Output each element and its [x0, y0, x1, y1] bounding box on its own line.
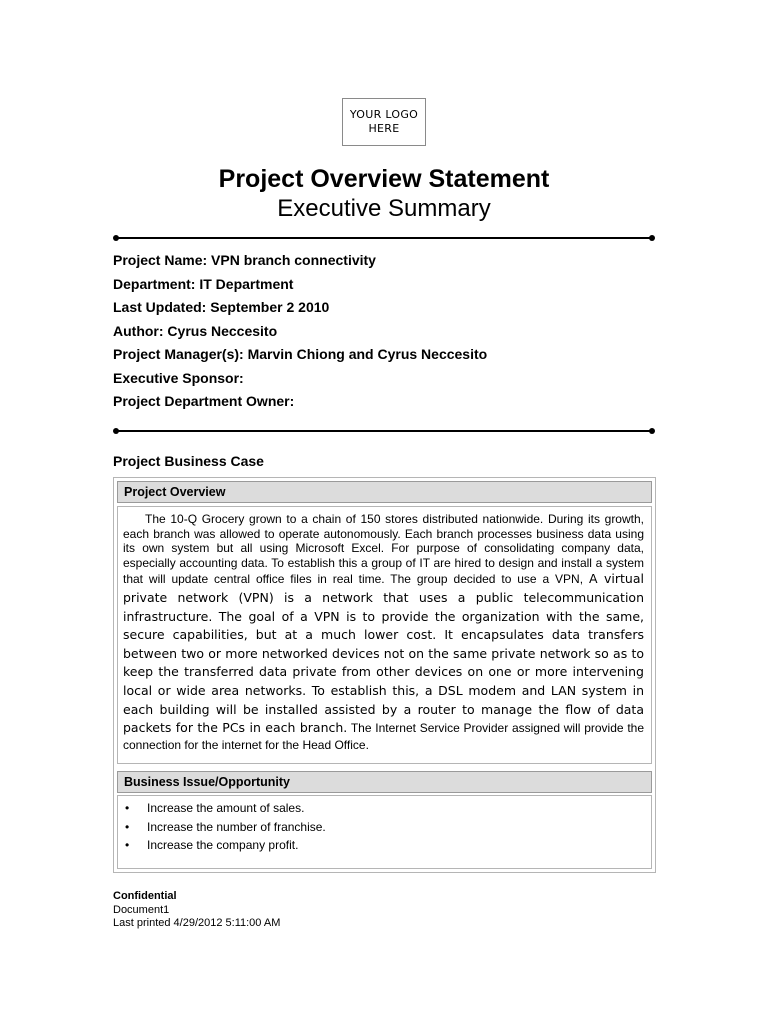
document-title: Project Overview Statement	[218, 165, 550, 193]
bottom-divider	[116, 430, 652, 432]
business-issue-header: Business Issue/Opportunity	[117, 771, 652, 793]
project-managers: Project Manager(s): Marvin Chiong and Cyrus Neccesito	[113, 346, 488, 362]
project-name: Project Name: VPN branch connectivity	[113, 252, 376, 268]
footer-document-name: Document1	[113, 903, 170, 916]
executive-sponsor: Executive Sponsor:	[113, 369, 244, 386]
business-issue-list	[123, 800, 326, 856]
overview-part-2: A virtual private network (VPN) is a network that uses a public telecommunication infrastructure. The goal of a VPN is to provide the organization with the same, secure capabilities, but at a much lower cost. It encapsulates data transfers between two or more networked devices not on the same private network so as to keep the transferred data private from other devices on one or more intervening local or wide area networks. To establish this, a DSL modem and LAN system in each building will be installed assisted by a router to manage the flow of data packets for the PCs in each branch.	[123, 571, 644, 736]
footer-confidential: Confidential	[113, 890, 177, 902]
list-item: • Increase the amount of sales.	[125, 801, 305, 815]
author: Author: Cyrus Neccesito	[113, 322, 278, 339]
page-footer	[113, 890, 280, 931]
bullet-icon: •	[125, 838, 130, 852]
top-divider	[116, 237, 652, 239]
project-info-list	[113, 250, 487, 415]
footer-last-printed: Last printed 4/29/2012 5:11:00 AM	[113, 917, 281, 929]
project-overview-header: Project Overview	[117, 481, 652, 503]
bullet-icon: •	[125, 819, 130, 834]
bullet-icon: •	[125, 801, 130, 815]
logo-line-2: HERE	[368, 122, 400, 135]
overview-part-1: The 10-Q Grocery grown to a chain of 150 stores distributed nationwide. During its growth, each branch was allowed to operate autonomously. Each branch processes business data using its own system but all using Microsoft Excel. For purpose of consolidating company data, especially accounting data. To establish this a group of IT are hired to design and install a system that will update central office files in real time. The group decided to use a VPN,	[123, 512, 644, 587]
logo-placeholder	[342, 98, 426, 146]
list-item: • Increase the company profit.	[125, 838, 299, 852]
overview-part-3: The Internet Service Provider assigned will provide the connection for the internet for the Head Office.	[123, 721, 645, 752]
logo-line-1: YOUR LOGO	[349, 108, 419, 121]
business-case-heading: Project Business Case	[113, 453, 264, 469]
project-department-owner: Project Department Owner:	[113, 393, 295, 409]
project-overview-text	[123, 512, 644, 752]
last-updated: Last Updated: September 2 2010	[113, 299, 330, 315]
department: Department: IT Department	[113, 275, 294, 292]
list-item: • Increase the number of franchise.	[125, 819, 326, 834]
document-subtitle: Executive Summary	[277, 195, 491, 222]
